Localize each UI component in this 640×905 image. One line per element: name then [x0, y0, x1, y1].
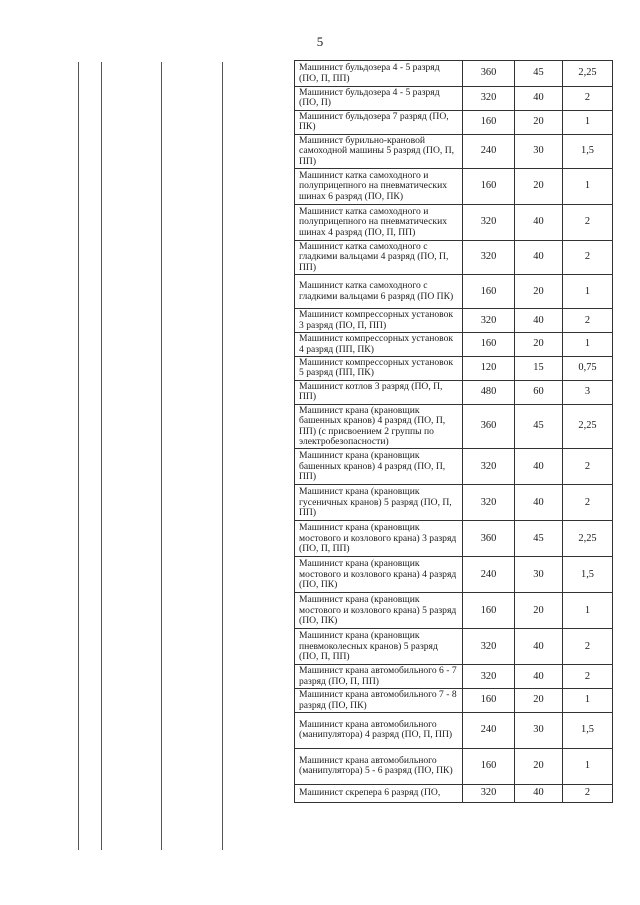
- weeks-cell: 2,25: [563, 404, 613, 449]
- course-name-cell: Машинист скрепера 6 разряд (ПО,: [295, 784, 463, 802]
- weeks-cell: 3: [563, 380, 613, 404]
- hours-cell: 240: [463, 557, 515, 593]
- weeks-cell: 2,25: [563, 61, 613, 87]
- weeks-cell: 1: [563, 110, 613, 134]
- weeks-cell: 0,75: [563, 357, 613, 381]
- course-name-cell: Машинист крана (крановщик мостового и козлового крана) 4 разряд (ПО, ПК): [295, 557, 463, 593]
- weeks-cell: 1,5: [563, 557, 613, 593]
- weeks-cell: 1: [563, 593, 613, 629]
- hours-cell: 160: [463, 110, 515, 134]
- hours-cell: 320: [463, 241, 515, 275]
- weeks-cell: 1: [563, 689, 613, 713]
- column-divider: [78, 62, 79, 850]
- course-name-cell: Машинист катка самоходного с гладкими вальцами 6 разряд (ПО ПК): [295, 275, 463, 309]
- weeks-cell: 1: [563, 748, 613, 784]
- table-row: [295, 357, 613, 381]
- page-number: 5: [316, 34, 324, 49]
- hours-cell: 240: [463, 134, 515, 168]
- hours-secondary-cell: 40: [515, 205, 563, 241]
- weeks-cell: 2: [563, 665, 613, 689]
- hours-cell: 320: [463, 309, 515, 333]
- table-row: [295, 593, 613, 629]
- table-row: [295, 134, 613, 168]
- course-name-cell: Машинист котлов 3 разряд (ПО, П, ПП): [295, 380, 463, 404]
- hours-secondary-cell: 40: [515, 665, 563, 689]
- table-row: [295, 449, 613, 485]
- table-row: [295, 110, 613, 134]
- hours-secondary-cell: 20: [515, 748, 563, 784]
- table-row: [295, 521, 613, 557]
- hours-secondary-cell: 40: [515, 784, 563, 802]
- course-name-cell: Машинист крана автомобильного (манипулятора) 5 - 6 разряд (ПО, ПК): [295, 748, 463, 784]
- courses-table-body: [295, 61, 613, 803]
- column-divider: [222, 62, 223, 850]
- course-name-cell: Машинист крана автомобильного 6 - 7 разряд (ПО, П, ПП): [295, 665, 463, 689]
- hours-cell: 320: [463, 449, 515, 485]
- hours-secondary-cell: 40: [515, 87, 563, 111]
- table-row: [295, 629, 613, 665]
- course-name-cell: Машинист компрессорных установок 5 разряд (ПП, ПК): [295, 357, 463, 381]
- hours-secondary-cell: 40: [515, 309, 563, 333]
- hours-cell: 240: [463, 712, 515, 748]
- hours-secondary-cell: 20: [515, 689, 563, 713]
- courses-table: [294, 60, 613, 803]
- hours-cell: 320: [463, 629, 515, 665]
- hours-secondary-cell: 45: [515, 404, 563, 449]
- hours-cell: 360: [463, 521, 515, 557]
- hours-secondary-cell: 20: [515, 275, 563, 309]
- weeks-cell: 1: [563, 333, 613, 357]
- weeks-cell: 2: [563, 485, 613, 521]
- table-row: [295, 309, 613, 333]
- course-name-cell: Машинист крана (крановщик мостового и козлового крана) 5 разряд (ПО, ПК): [295, 593, 463, 629]
- hours-secondary-cell: 45: [515, 521, 563, 557]
- hours-secondary-cell: 20: [515, 593, 563, 629]
- hours-secondary-cell: 20: [515, 333, 563, 357]
- column-divider: [161, 62, 162, 850]
- course-name-cell: Машинист крана (крановщик пневмоколесных кранов) 5 разряд (ПО, П, ПП): [295, 629, 463, 665]
- course-name-cell: Машинист компрессорных установок 3 разряд (ПО, П, ПП): [295, 309, 463, 333]
- table-row: [295, 87, 613, 111]
- hours-cell: 360: [463, 404, 515, 449]
- table-row: [295, 404, 613, 449]
- weeks-cell: 1,5: [563, 712, 613, 748]
- table-row: [295, 784, 613, 802]
- table-row: [295, 712, 613, 748]
- weeks-cell: 1: [563, 275, 613, 309]
- course-name-cell: Машинист крана автомобильного 7 - 8 разряд (ПО, ПК): [295, 689, 463, 713]
- course-name-cell: Машинист катка самоходного и полуприцепного на пневматических шинах 4 разряд (ПО, П, ПП): [295, 205, 463, 241]
- hours-cell: 160: [463, 748, 515, 784]
- weeks-cell: 2: [563, 449, 613, 485]
- course-name-cell: Машинист компрессорных установок 4 разряд (ПП, ПК): [295, 333, 463, 357]
- hours-secondary-cell: 40: [515, 449, 563, 485]
- table-row: [295, 205, 613, 241]
- table-row: [295, 275, 613, 309]
- weeks-cell: 2: [563, 205, 613, 241]
- hours-cell: 480: [463, 380, 515, 404]
- table-row: [295, 557, 613, 593]
- course-name-cell: Машинист бульдозера 7 разряд (ПО, ПК): [295, 110, 463, 134]
- weeks-cell: 2: [563, 629, 613, 665]
- hours-secondary-cell: 30: [515, 712, 563, 748]
- hours-cell: 320: [463, 205, 515, 241]
- course-name-cell: Машинист крана (крановщик башенных кранов) 4 разряд (ПО, П, ПП): [295, 449, 463, 485]
- hours-cell: 160: [463, 275, 515, 309]
- table-row: [295, 689, 613, 713]
- hours-cell: 320: [463, 784, 515, 802]
- hours-cell: 320: [463, 87, 515, 111]
- course-name-cell: Машинист крана (крановщик башенных кранов) 4 разряд (ПО, П, ПП) (с присвоением 2 группы по электробезопасности): [295, 404, 463, 449]
- table-row: [295, 748, 613, 784]
- hours-cell: 120: [463, 357, 515, 381]
- hours-cell: 160: [463, 689, 515, 713]
- course-name-cell: Машинист крана автомобильного (манипулятора) 4 разряд (ПО, П, ПП): [295, 712, 463, 748]
- table-row: [295, 485, 613, 521]
- table-row: [295, 333, 613, 357]
- course-name-cell: Машинист бурильно-крановой самоходной машины 5 разряд (ПО, П, ПП): [295, 134, 463, 168]
- hours-cell: 320: [463, 485, 515, 521]
- hours-secondary-cell: 30: [515, 557, 563, 593]
- hours-secondary-cell: 40: [515, 485, 563, 521]
- weeks-cell: 2: [563, 309, 613, 333]
- column-divider: [101, 62, 102, 850]
- hours-cell: 160: [463, 169, 515, 205]
- hours-secondary-cell: 20: [515, 169, 563, 205]
- course-name-cell: Машинист бульдозера 4 - 5 разряд (ПО, П): [295, 87, 463, 111]
- course-name-cell: Машинист катка самоходного и полуприцепного на пневматических шинах 6 разряд (ПО, ПК): [295, 169, 463, 205]
- course-name-cell: Машинист крана (крановщик мостового и козлового крана) 3 разряд (ПО, П, ПП): [295, 521, 463, 557]
- weeks-cell: 2: [563, 784, 613, 802]
- weeks-cell: 2: [563, 87, 613, 111]
- table-row: [295, 241, 613, 275]
- weeks-cell: 1,5: [563, 134, 613, 168]
- course-name-cell: Машинист катка самоходного с гладкими вальцами 4 разряд (ПО, П, ПП): [295, 241, 463, 275]
- course-name-cell: Машинист крана (крановщик гусеничных кранов) 5 разряд (ПО, П, ПП): [295, 485, 463, 521]
- weeks-cell: 2: [563, 241, 613, 275]
- table-row: [295, 169, 613, 205]
- hours-secondary-cell: 30: [515, 134, 563, 168]
- hours-secondary-cell: 60: [515, 380, 563, 404]
- table-row: [295, 380, 613, 404]
- hours-secondary-cell: 40: [515, 241, 563, 275]
- hours-cell: 160: [463, 333, 515, 357]
- weeks-cell: 2,25: [563, 521, 613, 557]
- hours-secondary-cell: 45: [515, 61, 563, 87]
- course-name-cell: Машинист бульдозера 4 - 5 разряд (ПО, П, ПП): [295, 61, 463, 87]
- hours-secondary-cell: 20: [515, 110, 563, 134]
- weeks-cell: 1: [563, 169, 613, 205]
- hours-secondary-cell: 40: [515, 629, 563, 665]
- hours-cell: 160: [463, 593, 515, 629]
- hours-cell: 320: [463, 665, 515, 689]
- table-row: [295, 665, 613, 689]
- table-row: [295, 61, 613, 87]
- hours-cell: 360: [463, 61, 515, 87]
- hours-secondary-cell: 15: [515, 357, 563, 381]
